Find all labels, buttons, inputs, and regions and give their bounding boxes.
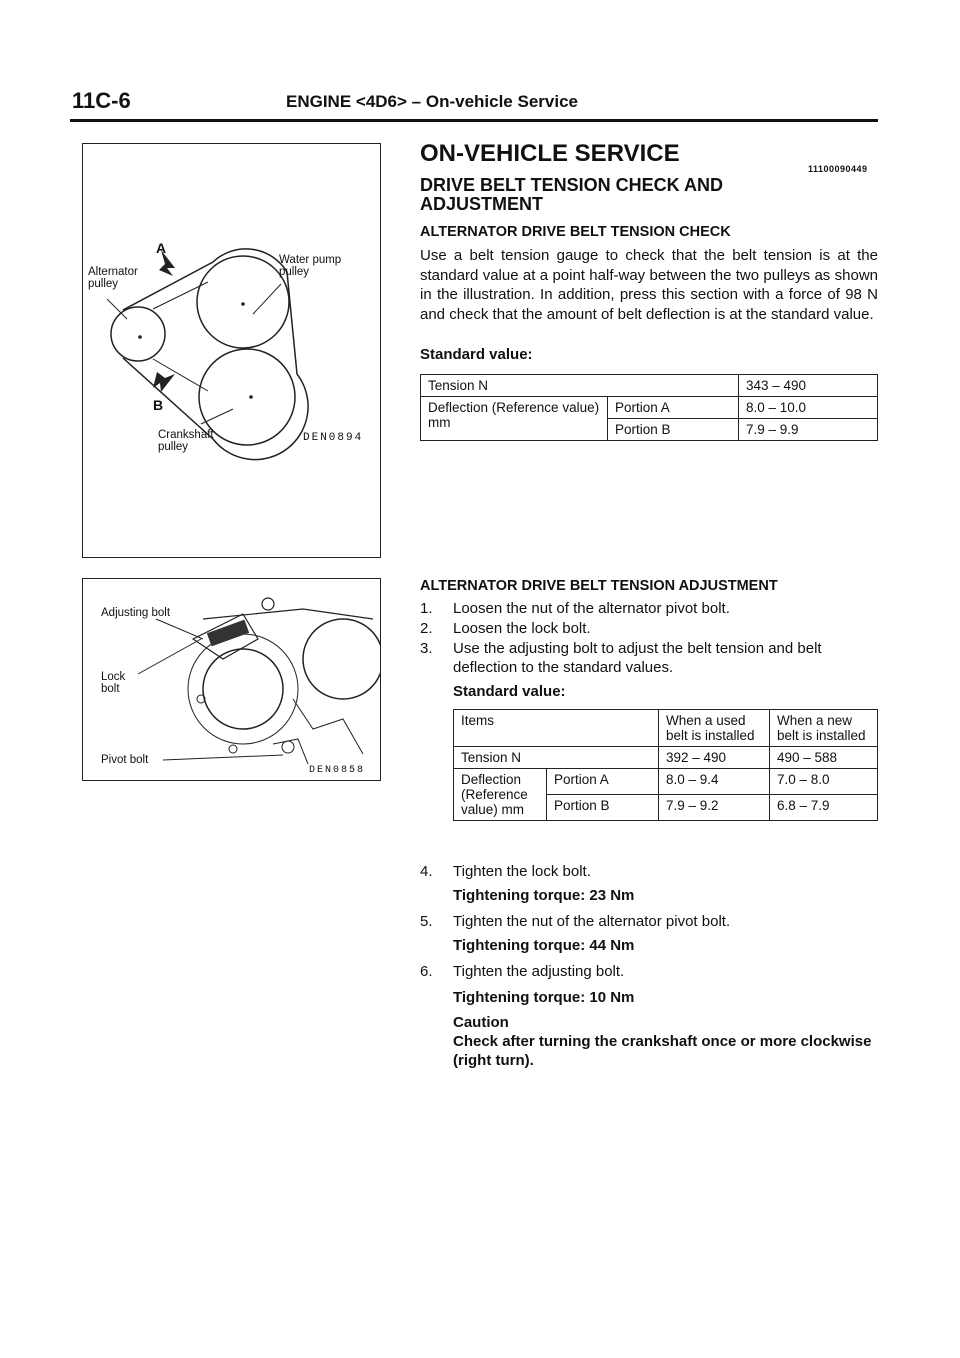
step-number: 5. (420, 913, 433, 930)
check-paragraph: Use a belt tension gauge to check that the belt tension is at the standard value at a point half-way between the two pulleys as shown in the illustration. In addition, press this section with a force of 98 N and check that the amount of belt deflection is at the standard value. (420, 247, 878, 323)
check-heading: ALTERNATOR DRIVE BELT TENSION CHECK (420, 224, 731, 240)
belt-layout-figure (82, 143, 381, 558)
lock-bolt-line1: Lock (101, 671, 126, 683)
alternator-pulley-label (88, 266, 138, 290)
deflection-label: Deflection (Reference value) mm (421, 397, 608, 441)
label-a: A (156, 240, 167, 256)
pivot-bolt-label: Pivot bolt (101, 754, 149, 766)
adjust-spec-table (453, 709, 878, 821)
section-subtitle: DRIVE BELT TENSION CHECK AND ADJUSTMENT (420, 175, 724, 214)
crankshaft-label-line1: Crankshaft (158, 429, 214, 441)
step-number: 6. (420, 963, 433, 980)
tension-new: 490 – 588 (770, 747, 878, 769)
tension-used: 392 – 490 (659, 747, 770, 769)
adjust-heading: ALTERNATOR DRIVE BELT TENSION ADJUSTMENT (420, 578, 778, 594)
portion-a-label: Portion A (608, 397, 739, 419)
step-text: Loosen the nut of the alternator pivot bolt. (453, 600, 730, 617)
step-text: Tighten the nut of the alternator pivot bolt. (453, 913, 731, 930)
alternator-label-line2: pulley (88, 278, 119, 290)
caution-title: Caution (453, 1014, 509, 1031)
step-number: 1. (420, 600, 433, 617)
step-number: 3. (420, 640, 433, 657)
caution-text: Check after turning the crankshaft once or more clockwise (right turn). (453, 1033, 872, 1069)
torque-4: Tightening torque: 23 Nm (453, 887, 635, 904)
items-header: Items (454, 710, 659, 747)
used-belt-header: When a used belt is installed (659, 710, 770, 747)
portion-b-used: 7.9 – 9.2 (659, 795, 770, 821)
section-title: ON-VEHICLE SERVICE (420, 140, 680, 167)
water-pump-label-line1: Water pump (279, 254, 342, 266)
portion-a-label: Portion A (547, 769, 659, 795)
portion-a-value: 8.0 – 10.0 (739, 397, 878, 419)
step-number: 2. (420, 620, 433, 637)
step-text: Tighten the adjusting bolt. (453, 963, 625, 980)
torque-6: Tightening torque: 10 Nm (453, 989, 635, 1006)
adjusting-bolt-label: Adjusting bolt (101, 607, 171, 619)
alternator-label-line1: Alternator (88, 266, 138, 278)
adjust-standard-label: Standard value: (453, 683, 566, 700)
lock-bolt-label (101, 671, 125, 695)
check-spec-table (420, 374, 878, 441)
belt-layout-illustration (83, 144, 380, 557)
portion-b-value: 7.9 – 9.9 (739, 419, 878, 441)
new-belt-header: When a new belt is installed (770, 710, 878, 747)
step-text: Use the adjusting bolt to adjust the belt tension and belt deflection to the standard values. (453, 640, 822, 676)
portion-b-new: 6.8 – 7.9 (770, 795, 878, 821)
tension-label: Tension N (454, 747, 659, 769)
lock-bolt-line2: bolt (101, 683, 120, 695)
deflection-label: Deflection (Reference value) mm (454, 769, 547, 821)
portion-b-label: Portion B (547, 795, 659, 821)
tension-label: Tension N (421, 375, 739, 397)
step-number: 4. (420, 863, 433, 880)
check-standard-label: Standard value: (420, 346, 533, 363)
page-number: 11C-6 (72, 88, 131, 113)
label-b: B (153, 397, 164, 413)
figure1-code: DEN0894 (303, 432, 364, 444)
tension-value: 343 – 490 (739, 375, 878, 397)
portion-b-label: Portion B (608, 419, 739, 441)
water-pump-pulley-label (279, 254, 341, 278)
header-divider (70, 119, 878, 122)
portion-a-used: 8.0 – 9.4 (659, 769, 770, 795)
crankshaft-label-line2: pulley (158, 441, 189, 453)
figure2-code: DEN0858 (309, 765, 366, 776)
portion-a-new: 7.0 – 8.0 (770, 769, 878, 795)
water-pump-label-line2: pulley (279, 266, 310, 278)
step-text: Tighten the lock bolt. (453, 863, 591, 880)
step-text: Loosen the lock bolt. (453, 620, 591, 637)
adjustment-bolts-figure (82, 578, 381, 781)
torque-5: Tightening torque: 44 Nm (453, 937, 635, 954)
page-header-title: ENGINE <4D6> – On-vehicle Service (286, 92, 578, 111)
document-id: 11100090449 (808, 164, 868, 174)
crankshaft-pulley-label (158, 429, 214, 453)
